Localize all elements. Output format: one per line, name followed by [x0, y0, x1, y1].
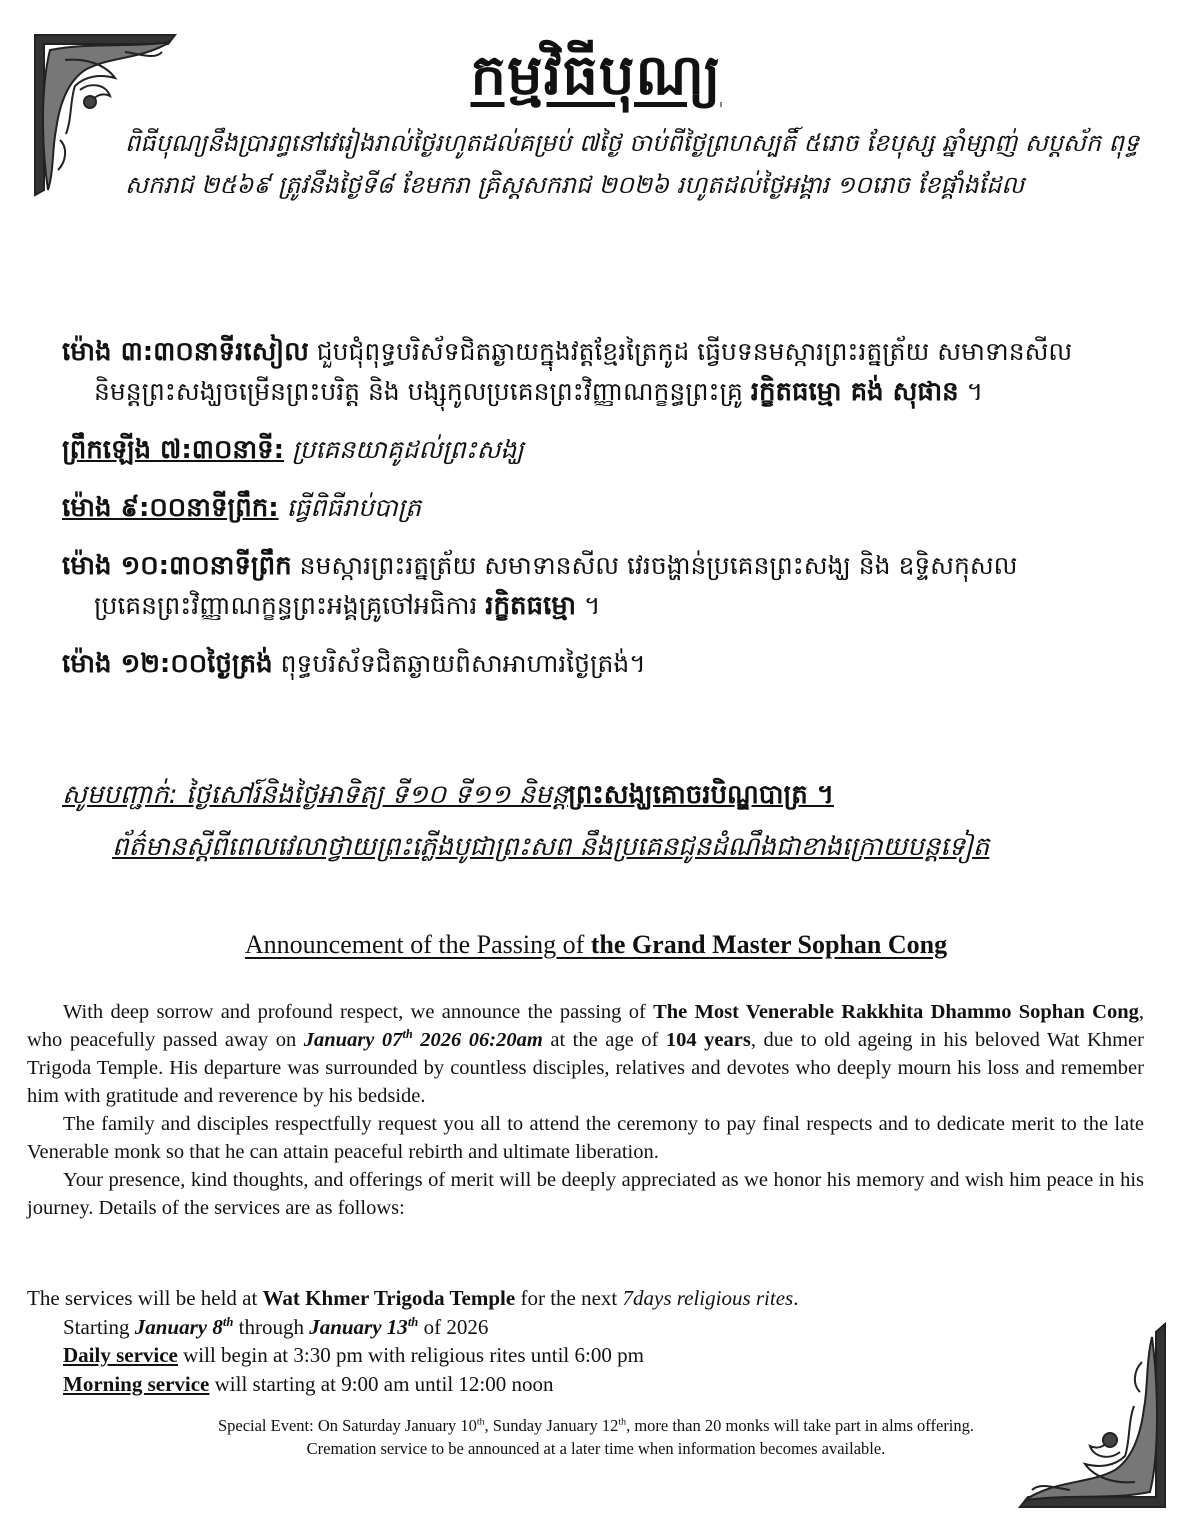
paragraph-request: The family and disciples respectfully request you all to attend the ceremony to pay final respects and to dedicate merit to the late Venerable monk so that he can attain peaceful rebirth and ultimate liberation.: [27, 1113, 1144, 1163]
schedule-end: ។: [966, 377, 984, 406]
text: through: [233, 1314, 310, 1339]
text: will begin at 3:30 pm with religious rites until 6:00 pm: [177, 1343, 644, 1367]
schedule-time: ម៉ោង ៣:៣០នាទីរសៀល: [62, 337, 309, 367]
schedule-text: និមន្តព្រះសង្ឃចម្រើនព្រះបរិត្ត និង បង្សុកូលប្រគេនព្រះវិញ្ញាណក្ខន្ធព្រះគ្រូ: [94, 377, 743, 406]
paragraph-announcement: [27, 998, 1144, 1110]
end-date: January 13: [309, 1314, 408, 1339]
english-title: [0, 930, 1192, 960]
text: With deep sorrow and profound respect, we announce the passing of: [63, 1001, 654, 1023]
text: of 2026: [418, 1314, 489, 1339]
daily-service: [27, 1341, 1144, 1370]
daily-service-label: Daily service: [63, 1343, 178, 1367]
khmer-note-alms: [62, 778, 1152, 816]
morning-service-label: Morning service: [63, 1371, 210, 1396]
schedule-time: ម៉ោង ៩:០០នាទីព្រឹក:: [62, 493, 279, 523]
special-event: [0, 1414, 1192, 1437]
schedule-text: ជួបជុំពុទ្ធបរិស័ទជិតឆ្ងាយក្នុងវត្តខ្មែរត្រៃកូដ ធ្វើបទនមស្ការព្រះរត្នត្រ័យ សមាទានសីល: [316, 337, 1073, 366]
khmer-schedule: [62, 332, 1152, 684]
schedule-item: [62, 644, 1152, 684]
ordinal-suffix: th: [476, 1416, 485, 1428]
services-location: [27, 1284, 1144, 1313]
schedule-text: ប្រគេនព្រះវិញ្ញាណក្ខន្ធព្រះអង្គគ្រូចៅអធិការ: [94, 591, 478, 620]
khmer-intro: ពិធីបុណ្យនឹងប្រារព្ធនៅវេរៀងរាល់ថ្ងៃរហូតដល់គម្រប់ ៧ថ្ងៃ ចាប់ពីថ្ងៃព្រហស្បតិ៍ ៥រោច ខែបុស្ស ឆ្នាំម្សាញ់ សប្តស័ក ពុទ្ធសករាជ ២៥៦៩ ត្រូវនឹងថ្ងៃទី៨ ខែមករា គ្រិស្តសករាជ ២០២៦ រហូតដល់ថ្ងៃអង្គារ ១០រោច ខែផ្គាំងដែល: [125, 129, 1140, 199]
rites-duration: 7days religious rites: [622, 1286, 794, 1310]
schedule-text: ធ្វើពិធីរាប់បាត្រ: [286, 493, 421, 522]
schedule-end: ។: [584, 591, 601, 620]
text: , due to old ageing in his beloved Wat Khmer Trigoda Temple. His departure was surrounded by countless disciples, relatives and devotes who deeply mourn his loss and remember him with gratitude and reverence by his bedside.: [27, 1029, 1144, 1107]
english-services: [27, 1284, 1144, 1398]
schedule-item: [62, 546, 1152, 586]
note-bold-text: ព្រះសង្ឃគោចរបិណ្ឌបាត្រ ។: [568, 780, 834, 810]
note-text: សូមបញ្ជាក់: ថ្ងៃសៅរ៍និងថ្ងៃអាទិត្យ ទី១០ ទី១១ និមន្ត: [62, 780, 569, 810]
title-plain: Announcement of the Passing of: [244, 930, 591, 959]
schedule-time: ម៉ោង ១០:៣០នាទីព្រឹក: [62, 551, 292, 581]
text: , Sunday January 12: [484, 1416, 619, 1435]
schedule-text: ប្រគេនយាគូដល់ព្រះសង្ឃ: [292, 435, 524, 464]
paragraph-appreciation: Your presence, kind thoughts, and offerings of merit will be deeply appreciated as we honor his memory and wish him peace in his journey. Details of the services are as follows:: [27, 1169, 1144, 1219]
death-date: January 07: [303, 1029, 403, 1051]
text: for the next: [515, 1286, 623, 1310]
ordinal-suffix: th: [222, 1314, 234, 1329]
age: 104 years: [665, 1029, 751, 1051]
death-time: 2026 06:20am: [412, 1029, 543, 1051]
english-body: [27, 998, 1144, 1222]
english-footer: [0, 1414, 1192, 1460]
text: , more than 20 monks will take part in alms offering.: [626, 1416, 975, 1435]
cremation-notice: Cremation service to be announced at a later time when information becomes available.: [306, 1439, 886, 1458]
text: Special Event: On Saturday January 10: [217, 1416, 477, 1435]
schedule-time: ព្រឹកឡើង ៧:៣០នាទី:: [62, 435, 285, 465]
schedule-text: ពុទ្ធបរិស័ទជិតឆ្ងាយពិសាអាហារថ្ងៃត្រង់។: [280, 649, 646, 678]
text: Starting: [63, 1314, 135, 1339]
text: at the age of: [542, 1029, 666, 1051]
ordinal-suffix: th: [402, 1027, 413, 1042]
text: , who peacefully passed away on: [27, 1001, 1144, 1051]
schedule-text: នមស្ការព្រះរត្នត្រ័យ សមាទានសីល វេរចង្ហាន់ប្រគេនព្រះសង្ឃ និង ឧទ្ទិសកុសល: [299, 551, 1018, 580]
text: will starting at 9:00 am until 12:00 noon: [209, 1371, 554, 1396]
schedule-item-continued: [62, 586, 1152, 626]
monk-full-name: The Most Venerable Rakkhita Dhammo Sophan Cong: [653, 1001, 1139, 1023]
schedule-time: ម៉ោង ១២:០០ថ្ងៃត្រង់: [62, 649, 273, 679]
text: The services will be held at: [27, 1286, 263, 1310]
schedule-item: [62, 332, 1152, 372]
text: .: [793, 1286, 799, 1310]
khmer-note-cremation: ព័ត៌មានស្តីពីពេលវេលាថ្វាយព្រះភ្លើងបូជាព្រះសព នឹងប្រគេនជូនដំណឹងជាខាងក្រោយបន្តទៀត: [112, 832, 990, 862]
khmer-title: កម្មវិធីបុណ្យ: [470, 43, 722, 108]
monk-name: រក្ខិតធម្មោ គង់ សុផាន: [750, 377, 959, 407]
schedule-item: [62, 430, 1152, 470]
services-dates: [27, 1313, 1144, 1342]
morning-service: [27, 1370, 1144, 1399]
ordinal-suffix: th: [618, 1416, 627, 1428]
schedule-item: [62, 488, 1152, 528]
start-date: January 8: [134, 1314, 223, 1339]
monk-name: រក្ខិតធម្មោ: [485, 591, 577, 621]
schedule-item-continued: [62, 372, 1152, 412]
temple-name: Wat Khmer Trigoda Temple: [262, 1286, 516, 1310]
ordinal-suffix: th: [407, 1314, 419, 1329]
title-bold: the Grand Master Sophan Cong: [590, 930, 948, 959]
